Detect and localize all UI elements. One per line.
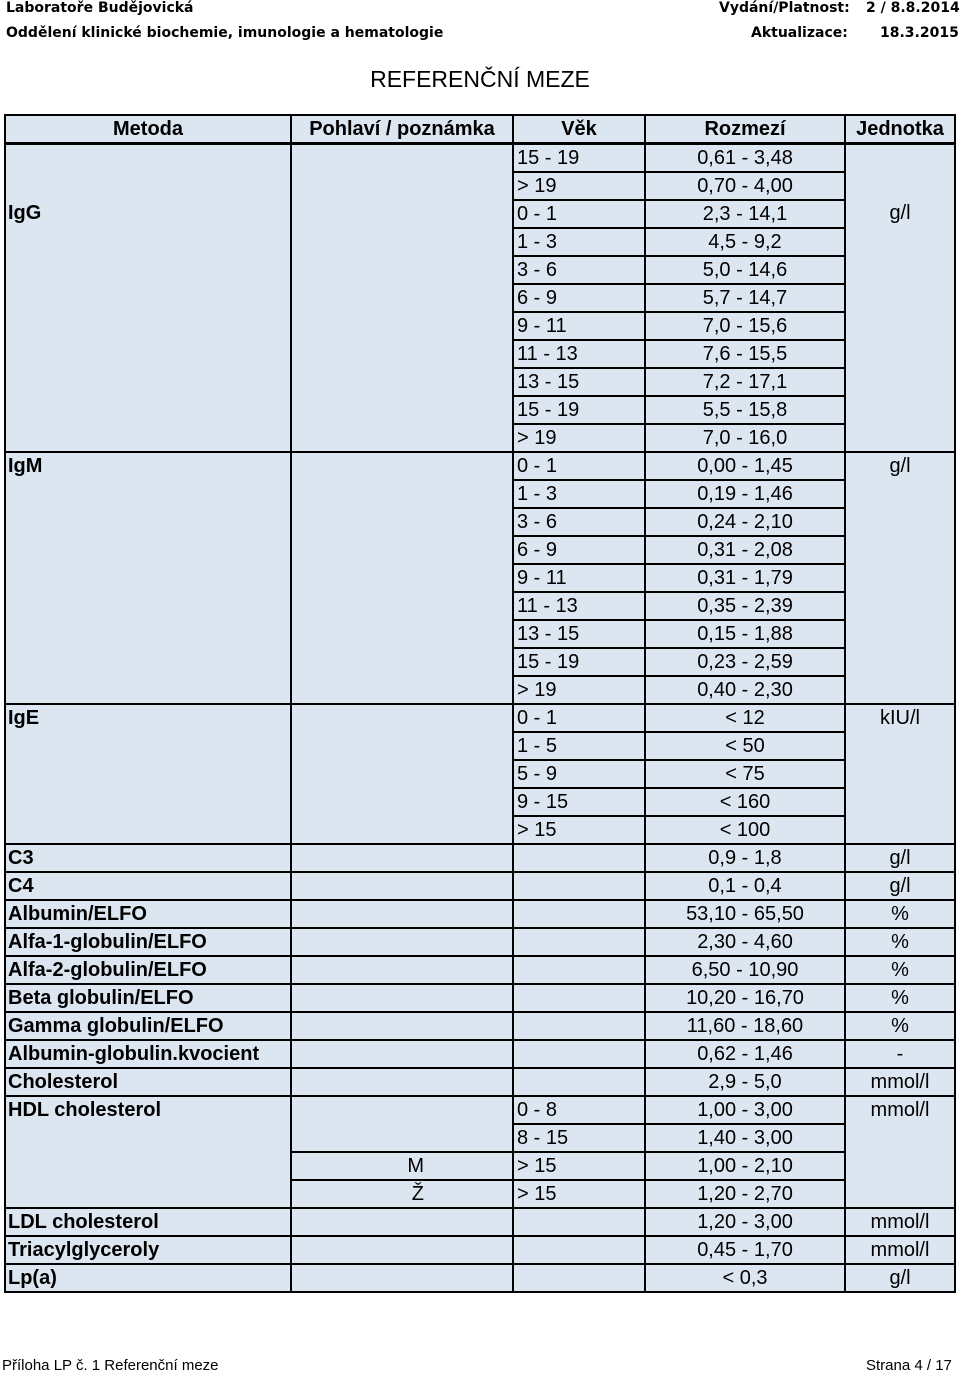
- metoda-cell: [5, 648, 291, 676]
- range-cell: 0,31 - 1,79: [645, 564, 845, 592]
- page-title: REFERENČNÍ MEZE: [370, 66, 590, 92]
- range-cell: 5,0 - 14,6: [645, 256, 845, 284]
- unit-cell: [845, 312, 955, 340]
- age-cell: 5 - 9: [513, 760, 645, 788]
- range-cell: 0,45 - 1,70: [645, 1236, 845, 1264]
- range-cell: 2,3 - 14,1: [645, 200, 845, 228]
- table-row: [5, 396, 955, 424]
- table-row: [5, 1236, 955, 1264]
- age-cell: [513, 928, 645, 956]
- unit-cell: %: [845, 1012, 955, 1040]
- unit-cell: mmol/l: [845, 1096, 955, 1124]
- unit-cell: [845, 732, 955, 760]
- metoda-cell: IgM: [5, 452, 291, 480]
- sex-note-cell: [291, 144, 513, 173]
- age-cell: 0 - 1: [513, 200, 645, 228]
- sex-note-cell: [291, 1040, 513, 1068]
- column-header-pohlavi: Pohlaví / poznámka: [291, 115, 513, 144]
- unit-cell: g/l: [845, 452, 955, 480]
- metoda-cell: Lp(a): [5, 1264, 291, 1292]
- age-cell: [513, 844, 645, 872]
- sex-note-cell: [291, 1096, 513, 1124]
- table-row: [5, 676, 955, 704]
- range-cell: 2,30 - 4,60: [645, 928, 845, 956]
- table-row: [5, 144, 955, 173]
- sex-note-cell: [291, 900, 513, 928]
- age-cell: 15 - 19: [513, 648, 645, 676]
- table-row: [5, 452, 955, 480]
- age-cell: > 19: [513, 676, 645, 704]
- range-cell: 5,7 - 14,7: [645, 284, 845, 312]
- metoda-cell: [5, 144, 291, 173]
- age-cell: [513, 1264, 645, 1292]
- table-row: [5, 928, 955, 956]
- metoda-cell: [5, 396, 291, 424]
- metoda-cell: [5, 284, 291, 312]
- unit-cell: %: [845, 928, 955, 956]
- unit-cell: [845, 144, 955, 173]
- unit-cell: [845, 284, 955, 312]
- metoda-cell: [5, 508, 291, 536]
- sex-note-cell: [291, 956, 513, 984]
- sex-note-cell: [291, 1124, 513, 1152]
- sex-note-cell: [291, 424, 513, 452]
- range-cell: 1,40 - 3,00: [645, 1124, 845, 1152]
- age-cell: [513, 1236, 645, 1264]
- table-row: [5, 984, 955, 1012]
- sex-note-cell: [291, 788, 513, 816]
- range-cell: 1,20 - 3,00: [645, 1208, 845, 1236]
- range-cell: < 100: [645, 816, 845, 844]
- sex-note-cell: [291, 844, 513, 872]
- sex-note-cell: [291, 872, 513, 900]
- metoda-cell: Alfa-1-globulin/ELFO: [5, 928, 291, 956]
- footer-page-number: Strana 4 / 17: [866, 1357, 952, 1374]
- table-row: [5, 368, 955, 396]
- metoda-cell: Alfa-2-globulin/ELFO: [5, 956, 291, 984]
- metoda-cell: LDL cholesterol: [5, 1208, 291, 1236]
- table-row: [5, 1040, 955, 1068]
- age-cell: 13 - 15: [513, 620, 645, 648]
- unit-cell: [845, 536, 955, 564]
- table-row: [5, 1068, 955, 1096]
- range-cell: 0,15 - 1,88: [645, 620, 845, 648]
- range-cell: 0,35 - 2,39: [645, 592, 845, 620]
- metoda-cell: Albumin-globulin.kvocient: [5, 1040, 291, 1068]
- sex-note-cell: [291, 200, 513, 228]
- metoda-cell: [5, 340, 291, 368]
- sex-note-cell: [291, 564, 513, 592]
- range-cell: 0,61 - 3,48: [645, 144, 845, 173]
- reference-table: [4, 114, 956, 1293]
- age-cell: 6 - 9: [513, 536, 645, 564]
- unit-cell: [845, 676, 955, 704]
- range-cell: < 160: [645, 788, 845, 816]
- range-cell: 1,00 - 3,00: [645, 1096, 845, 1124]
- unit-cell: [845, 424, 955, 452]
- sex-note-cell: [291, 648, 513, 676]
- unit-cell: [845, 1180, 955, 1208]
- range-cell: 0,70 - 4,00: [645, 172, 845, 200]
- range-cell: < 75: [645, 760, 845, 788]
- sex-note-cell: [291, 256, 513, 284]
- range-cell: 0,62 - 1,46: [645, 1040, 845, 1068]
- sex-note-cell: [291, 1208, 513, 1236]
- unit-cell: [845, 1124, 955, 1152]
- range-cell: 7,0 - 15,6: [645, 312, 845, 340]
- unit-cell: mmol/l: [845, 1068, 955, 1096]
- table-row: [5, 816, 955, 844]
- age-cell: [513, 956, 645, 984]
- unit-cell: [845, 816, 955, 844]
- age-cell: [513, 872, 645, 900]
- table-row: [5, 788, 955, 816]
- column-header-metoda: Metoda: [5, 115, 291, 144]
- age-cell: 3 - 6: [513, 508, 645, 536]
- issue-value: 2 / 8.8.2014: [866, 0, 960, 16]
- table-row: [5, 1152, 955, 1180]
- unit-cell: [845, 760, 955, 788]
- sex-note-cell: [291, 592, 513, 620]
- sex-note-cell: [291, 1264, 513, 1292]
- table-row: [5, 200, 955, 228]
- update-value: 18.3.2015: [880, 25, 959, 41]
- table-row: [5, 760, 955, 788]
- unit-cell: g/l: [845, 844, 955, 872]
- metoda-cell: [5, 424, 291, 452]
- table-row: [5, 172, 955, 200]
- metoda-cell: Cholesterol: [5, 1068, 291, 1096]
- sex-note-cell: Ž: [291, 1180, 513, 1208]
- age-cell: 11 - 13: [513, 340, 645, 368]
- table-row: [5, 340, 955, 368]
- table-row: [5, 1096, 955, 1124]
- table-row: [5, 900, 955, 928]
- unit-cell: [845, 256, 955, 284]
- range-cell: 11,60 - 18,60: [645, 1012, 845, 1040]
- range-cell: 0,40 - 2,30: [645, 676, 845, 704]
- sex-note-cell: [291, 928, 513, 956]
- unit-cell: [845, 396, 955, 424]
- range-cell: 1,00 - 2,10: [645, 1152, 845, 1180]
- range-cell: 0,9 - 1,8: [645, 844, 845, 872]
- table-row: [5, 1012, 955, 1040]
- metoda-cell: HDL cholesterol: [5, 1096, 291, 1124]
- table-row: [5, 1124, 955, 1152]
- range-cell: < 0,3: [645, 1264, 845, 1292]
- sex-note-cell: [291, 760, 513, 788]
- metoda-cell: [5, 312, 291, 340]
- sex-note-cell: [291, 508, 513, 536]
- range-cell: 0,1 - 0,4: [645, 872, 845, 900]
- metoda-cell: [5, 592, 291, 620]
- unit-cell: [845, 1152, 955, 1180]
- metoda-cell: C3: [5, 844, 291, 872]
- unit-cell: [845, 340, 955, 368]
- range-cell: 7,0 - 16,0: [645, 424, 845, 452]
- range-cell: < 50: [645, 732, 845, 760]
- age-cell: > 15: [513, 816, 645, 844]
- age-cell: [513, 1068, 645, 1096]
- metoda-cell: [5, 256, 291, 284]
- unit-cell: [845, 620, 955, 648]
- table-row: [5, 956, 955, 984]
- metoda-cell: Albumin/ELFO: [5, 900, 291, 928]
- unit-cell: [845, 480, 955, 508]
- age-cell: 0 - 8: [513, 1096, 645, 1124]
- sex-note-cell: [291, 368, 513, 396]
- unit-cell: %: [845, 900, 955, 928]
- lab-name: Laboratoře Budějovická: [6, 0, 194, 16]
- age-cell: 6 - 9: [513, 284, 645, 312]
- sex-note-cell: [291, 396, 513, 424]
- update-label: Aktualizace:: [751, 25, 848, 41]
- unit-cell: [845, 592, 955, 620]
- table-row: [5, 228, 955, 256]
- sex-note-cell: [291, 452, 513, 480]
- table-row: [5, 1180, 955, 1208]
- table-row: [5, 844, 955, 872]
- unit-cell: g/l: [845, 872, 955, 900]
- range-cell: 0,19 - 1,46: [645, 480, 845, 508]
- table-row: [5, 592, 955, 620]
- table-row: [5, 480, 955, 508]
- sex-note-cell: [291, 172, 513, 200]
- metoda-cell: [5, 676, 291, 704]
- age-cell: > 19: [513, 172, 645, 200]
- metoda-cell: IgE: [5, 704, 291, 732]
- table-row: [5, 564, 955, 592]
- age-cell: 1 - 5: [513, 732, 645, 760]
- table-row: [5, 256, 955, 284]
- table-row: [5, 648, 955, 676]
- sex-note-cell: [291, 676, 513, 704]
- range-cell: < 12: [645, 704, 845, 732]
- sex-note-cell: [291, 1012, 513, 1040]
- unit-cell: [845, 508, 955, 536]
- range-cell: 0,31 - 2,08: [645, 536, 845, 564]
- table-row: [5, 872, 955, 900]
- metoda-cell: [5, 816, 291, 844]
- age-cell: > 15: [513, 1180, 645, 1208]
- unit-cell: [845, 648, 955, 676]
- table-row: [5, 1264, 955, 1292]
- range-cell: 6,50 - 10,90: [645, 956, 845, 984]
- sex-note-cell: [291, 984, 513, 1012]
- unit-cell: %: [845, 984, 955, 1012]
- unit-cell: [845, 228, 955, 256]
- sex-note-cell: [291, 620, 513, 648]
- metoda-cell: [5, 1180, 291, 1208]
- metoda-cell: Beta globulin/ELFO: [5, 984, 291, 1012]
- sex-note-cell: [291, 1236, 513, 1264]
- range-cell: 0,00 - 1,45: [645, 452, 845, 480]
- metoda-cell: [5, 172, 291, 200]
- issue-label: Vydání/Platnost:: [719, 0, 850, 16]
- metoda-cell: [5, 760, 291, 788]
- age-cell: 9 - 15: [513, 788, 645, 816]
- metoda-cell: [5, 368, 291, 396]
- table-row: [5, 1208, 955, 1236]
- sex-note-cell: [291, 1068, 513, 1096]
- sex-note-cell: M: [291, 1152, 513, 1180]
- range-cell: 7,2 - 17,1: [645, 368, 845, 396]
- metoda-cell: [5, 1152, 291, 1180]
- age-cell: 15 - 19: [513, 396, 645, 424]
- department-name: Oddělení klinické biochemie, imunologie a hematologie: [6, 25, 444, 41]
- age-cell: 9 - 11: [513, 564, 645, 592]
- age-cell: 11 - 13: [513, 592, 645, 620]
- age-cell: 1 - 3: [513, 480, 645, 508]
- metoda-cell: [5, 788, 291, 816]
- sex-note-cell: [291, 340, 513, 368]
- age-cell: [513, 1040, 645, 1068]
- range-cell: 5,5 - 15,8: [645, 396, 845, 424]
- table-row: [5, 732, 955, 760]
- sex-note-cell: [291, 536, 513, 564]
- sex-note-cell: [291, 480, 513, 508]
- metoda-cell: IgG: [5, 200, 291, 228]
- table-row: [5, 620, 955, 648]
- age-cell: 3 - 6: [513, 256, 645, 284]
- metoda-cell: [5, 732, 291, 760]
- age-cell: 0 - 1: [513, 704, 645, 732]
- unit-cell: g/l: [845, 200, 955, 228]
- metoda-cell: [5, 536, 291, 564]
- unit-cell: [845, 564, 955, 592]
- unit-cell: %: [845, 956, 955, 984]
- metoda-cell: C4: [5, 872, 291, 900]
- unit-cell: [845, 368, 955, 396]
- table-row: [5, 284, 955, 312]
- metoda-cell: Gamma globulin/ELFO: [5, 1012, 291, 1040]
- table-row: [5, 508, 955, 536]
- unit-cell: mmol/l: [845, 1208, 955, 1236]
- age-cell: [513, 984, 645, 1012]
- sex-note-cell: [291, 312, 513, 340]
- unit-cell: -: [845, 1040, 955, 1068]
- age-cell: 8 - 15: [513, 1124, 645, 1152]
- range-cell: 1,20 - 2,70: [645, 1180, 845, 1208]
- unit-cell: kIU/l: [845, 704, 955, 732]
- range-cell: 53,10 - 65,50: [645, 900, 845, 928]
- table-row: [5, 704, 955, 732]
- range-cell: 7,6 - 15,5: [645, 340, 845, 368]
- sex-note-cell: [291, 816, 513, 844]
- metoda-cell: [5, 564, 291, 592]
- age-cell: [513, 1208, 645, 1236]
- age-cell: 9 - 11: [513, 312, 645, 340]
- metoda-cell: [5, 228, 291, 256]
- age-cell: 13 - 15: [513, 368, 645, 396]
- age-cell: [513, 900, 645, 928]
- age-cell: > 19: [513, 424, 645, 452]
- metoda-cell: [5, 480, 291, 508]
- sex-note-cell: [291, 732, 513, 760]
- column-header-rozmezi: Rozmezí: [645, 115, 845, 144]
- range-cell: 4,5 - 9,2: [645, 228, 845, 256]
- sex-note-cell: [291, 284, 513, 312]
- table-header-row: [5, 115, 955, 144]
- range-cell: 2,9 - 5,0: [645, 1068, 845, 1096]
- footer-document-name: Příloha LP č. 1 Referenční meze: [2, 1357, 219, 1374]
- metoda-cell: Triacylglyceroly: [5, 1236, 291, 1264]
- table-row: [5, 312, 955, 340]
- sex-note-cell: [291, 228, 513, 256]
- unit-cell: [845, 788, 955, 816]
- unit-cell: mmol/l: [845, 1236, 955, 1264]
- column-header-vek: Věk: [513, 115, 645, 144]
- range-cell: 0,24 - 2,10: [645, 508, 845, 536]
- range-cell: 0,23 - 2,59: [645, 648, 845, 676]
- table-row: [5, 536, 955, 564]
- metoda-cell: [5, 1124, 291, 1152]
- unit-cell: g/l: [845, 1264, 955, 1292]
- range-cell: 10,20 - 16,70: [645, 984, 845, 1012]
- column-header-jednotka: Jednotka: [845, 115, 955, 144]
- age-cell: 15 - 19: [513, 144, 645, 173]
- age-cell: 1 - 3: [513, 228, 645, 256]
- table-row: [5, 424, 955, 452]
- sex-note-cell: [291, 704, 513, 732]
- unit-cell: [845, 172, 955, 200]
- age-cell: 0 - 1: [513, 452, 645, 480]
- age-cell: [513, 1012, 645, 1040]
- metoda-cell: [5, 620, 291, 648]
- age-cell: > 15: [513, 1152, 645, 1180]
